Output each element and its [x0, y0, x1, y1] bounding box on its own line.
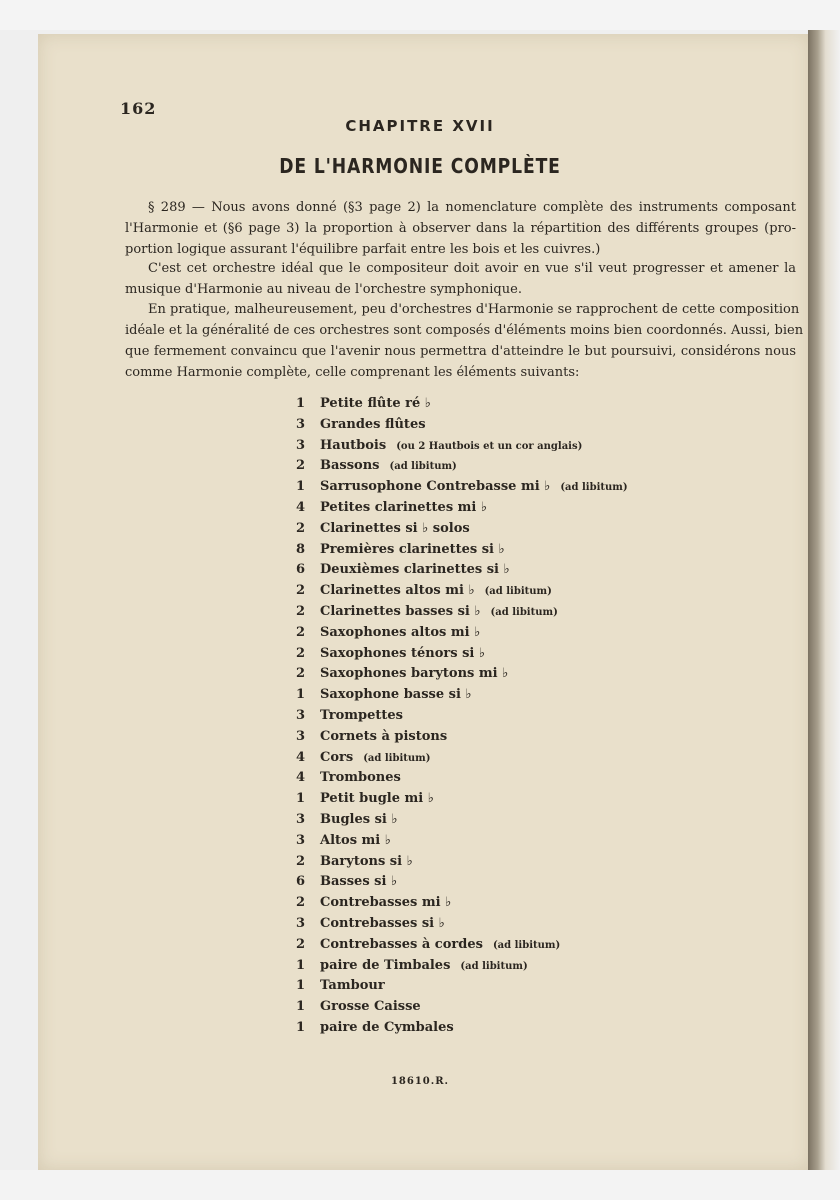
instrument-name: Contrebasses mi ♭ [320, 895, 452, 910]
instrument-row [296, 708, 403, 729]
instrument-row [296, 770, 401, 791]
instrument-name: Saxophones altos mi ♭ [320, 625, 481, 640]
instrument-name: Altos mi ♭ [320, 833, 391, 848]
instrument-row [296, 729, 447, 750]
instrument-quantity: 2 [296, 895, 306, 910]
instrument-quantity: 1 [296, 958, 306, 973]
instrument-name: Grandes flûtes [320, 417, 426, 432]
instrument-row [296, 1020, 454, 1041]
instrument-name: Clarinettes si ♭ solos [320, 521, 470, 536]
instrument-quantity: 2 [296, 521, 306, 536]
instrument-row [296, 687, 472, 708]
instrument-row [296, 854, 413, 875]
instrument-row [296, 417, 426, 438]
instrument-name: Bassons [320, 458, 380, 473]
instrument-name: Premières clarinettes si ♭ [320, 542, 505, 557]
instrument-name: paire de Cymbales [320, 1020, 454, 1035]
instrument-quantity: 1 [296, 687, 306, 702]
instrument-note: (ou 2 Hautbois et un cor anglais) [396, 441, 583, 452]
instrument-row [296, 604, 558, 625]
instrument-name: Trompettes [320, 708, 403, 723]
page-number: 162 [120, 99, 157, 118]
instrument-quantity: 2 [296, 625, 306, 640]
instrument-row [296, 625, 480, 646]
instrument-row [296, 812, 398, 833]
instrument-row [296, 791, 434, 812]
instrument-row [296, 646, 485, 667]
instrument-quantity: 3 [296, 916, 306, 931]
paragraph-line: § 289 — Nous avons donné (§3 page 2) la nomenclature complète des instruments composant [148, 200, 796, 215]
instrument-note: (ad libitum) [460, 961, 528, 972]
instrument-quantity: 4 [296, 500, 306, 515]
instrument-quantity: 1 [296, 1020, 306, 1035]
instrument-name: Trombones [320, 770, 401, 785]
instrument-quantity: 4 [296, 770, 306, 785]
instrument-row [296, 874, 397, 895]
instrument-quantity: 2 [296, 583, 306, 598]
instrument-quantity: 3 [296, 417, 306, 432]
scan-background-top [0, 0, 840, 30]
instrument-quantity: 3 [296, 708, 306, 723]
instrument-quantity: 1 [296, 479, 306, 494]
instrument-note: (ad libitum) [389, 461, 457, 472]
paragraph-line: comme Harmonie complète, celle comprenant les éléments suivants: [125, 365, 580, 380]
instrument-quantity: 3 [296, 438, 306, 453]
instrument-name: Cors [320, 750, 354, 765]
paragraph-line: En pratique, malheureusement, peu d'orchestres d'Harmonie se rapprochent de cette composition [148, 302, 800, 317]
instrument-quantity: 2 [296, 937, 306, 952]
instrument-row [296, 479, 628, 500]
instrument-name: Hautbois [320, 438, 387, 453]
instrument-quantity: 1 [296, 396, 306, 411]
instrument-name: Bugles si ♭ [320, 812, 398, 827]
instrument-note: (ad libitum) [560, 482, 628, 493]
instrument-name: Barytons si ♭ [320, 854, 413, 869]
instrument-row [296, 750, 430, 771]
instrument-name: Contrebasses à cordes [320, 937, 483, 952]
instrument-name: Saxophones barytons mi ♭ [320, 666, 509, 681]
instrument-quantity: 1 [296, 999, 306, 1014]
instrument-name: Petites clarinettes mi ♭ [320, 500, 488, 515]
page-edge-shadow [808, 30, 840, 1180]
instrument-row [296, 937, 560, 958]
instrument-row [296, 916, 445, 937]
instrument-name: Cornets à pistons [320, 729, 448, 744]
instrument-quantity: 2 [296, 854, 306, 869]
instrument-row [296, 666, 508, 687]
instrument-quantity: 3 [296, 833, 306, 848]
instrument-name: Petit bugle mi ♭ [320, 791, 434, 806]
instrument-quantity: 1 [296, 978, 306, 993]
instrument-quantity: 2 [296, 604, 306, 619]
instrument-row [296, 500, 487, 521]
instrument-row [296, 562, 510, 583]
paragraph-line: musique d'Harmonie au niveau de l'orchestre symphonique. [125, 282, 522, 297]
instrument-name: Sarrusophone Contrebasse mi ♭ [320, 479, 551, 494]
instrument-name: Saxophones ténors si ♭ [320, 646, 486, 661]
instrument-row [296, 978, 385, 999]
instrument-note: (ad libitum) [363, 753, 431, 764]
instrument-quantity: 3 [296, 729, 306, 744]
chapter-heading: CHAPITRE XVII [345, 117, 495, 135]
instrument-name: Basses si ♭ [320, 874, 398, 889]
instrument-note: (ad libitum) [484, 586, 552, 597]
instrument-name: Tambour [320, 978, 385, 993]
instrument-name: Contrebasses si ♭ [320, 916, 445, 931]
paragraph-line: portion logique assurant l'équilibre parfait entre les bois et les cuivres.) [125, 242, 601, 257]
chapter-title: DE L'HARMONIE COMPLÈTE [279, 154, 561, 178]
instrument-row [296, 958, 528, 979]
instrument-quantity: 2 [296, 458, 306, 473]
instrument-quantity: 6 [296, 562, 306, 577]
instrument-name: Deuxièmes clarinettes si ♭ [320, 562, 510, 577]
instrument-row [296, 895, 451, 916]
instrument-quantity: 6 [296, 874, 306, 889]
instrument-row [296, 542, 505, 563]
instrument-quantity: 2 [296, 646, 306, 661]
instrument-quantity: 4 [296, 750, 306, 765]
instrument-note: (ad libitum) [492, 940, 561, 951]
instrument-row [296, 396, 431, 417]
instrument-row [296, 521, 470, 542]
instrument-quantity: 8 [296, 542, 306, 557]
scan-background-bottom [0, 1170, 840, 1200]
instrument-name: Clarinettes altos mi ♭ [320, 583, 475, 598]
instrument-name: Clarinettes basses si ♭ [320, 604, 481, 619]
instrument-row [296, 438, 582, 459]
instrument-name: Petite flûte ré ♭ [320, 396, 431, 411]
instrument-note: (ad libitum) [490, 607, 558, 618]
instrument-row [296, 999, 421, 1020]
instrument-row [296, 583, 552, 604]
paragraph-line: idéale et la généralité de ces orchestres sont composés d'éléments moins bien coordonnés. Aussi, bien [125, 323, 804, 338]
instrument-name: Saxophone basse si ♭ [320, 687, 472, 702]
paragraph-line: C'est cet orchestre idéal que le compositeur doit avoir en vue s'il veut progresser et amener la [148, 261, 796, 276]
instrument-quantity: 1 [296, 791, 306, 806]
instrument-quantity: 2 [296, 666, 306, 681]
paragraph-line: que fermement convaincu que l'avenir nous permettra d'atteindre le but poursuivi, considérons nous [125, 344, 796, 359]
instrument-row [296, 458, 457, 479]
instrument-row [296, 833, 391, 854]
instrument-name: Grosse Caisse [320, 999, 421, 1014]
instrument-quantity: 3 [296, 812, 306, 827]
instrument-name: paire de Timbales [320, 958, 451, 973]
paragraph-line: l'Harmonie et (§6 page 3) la proportion à observer dans la répartition des différents groupes (pro- [125, 221, 796, 236]
page-footer: 18610.R. [390, 1076, 450, 1087]
